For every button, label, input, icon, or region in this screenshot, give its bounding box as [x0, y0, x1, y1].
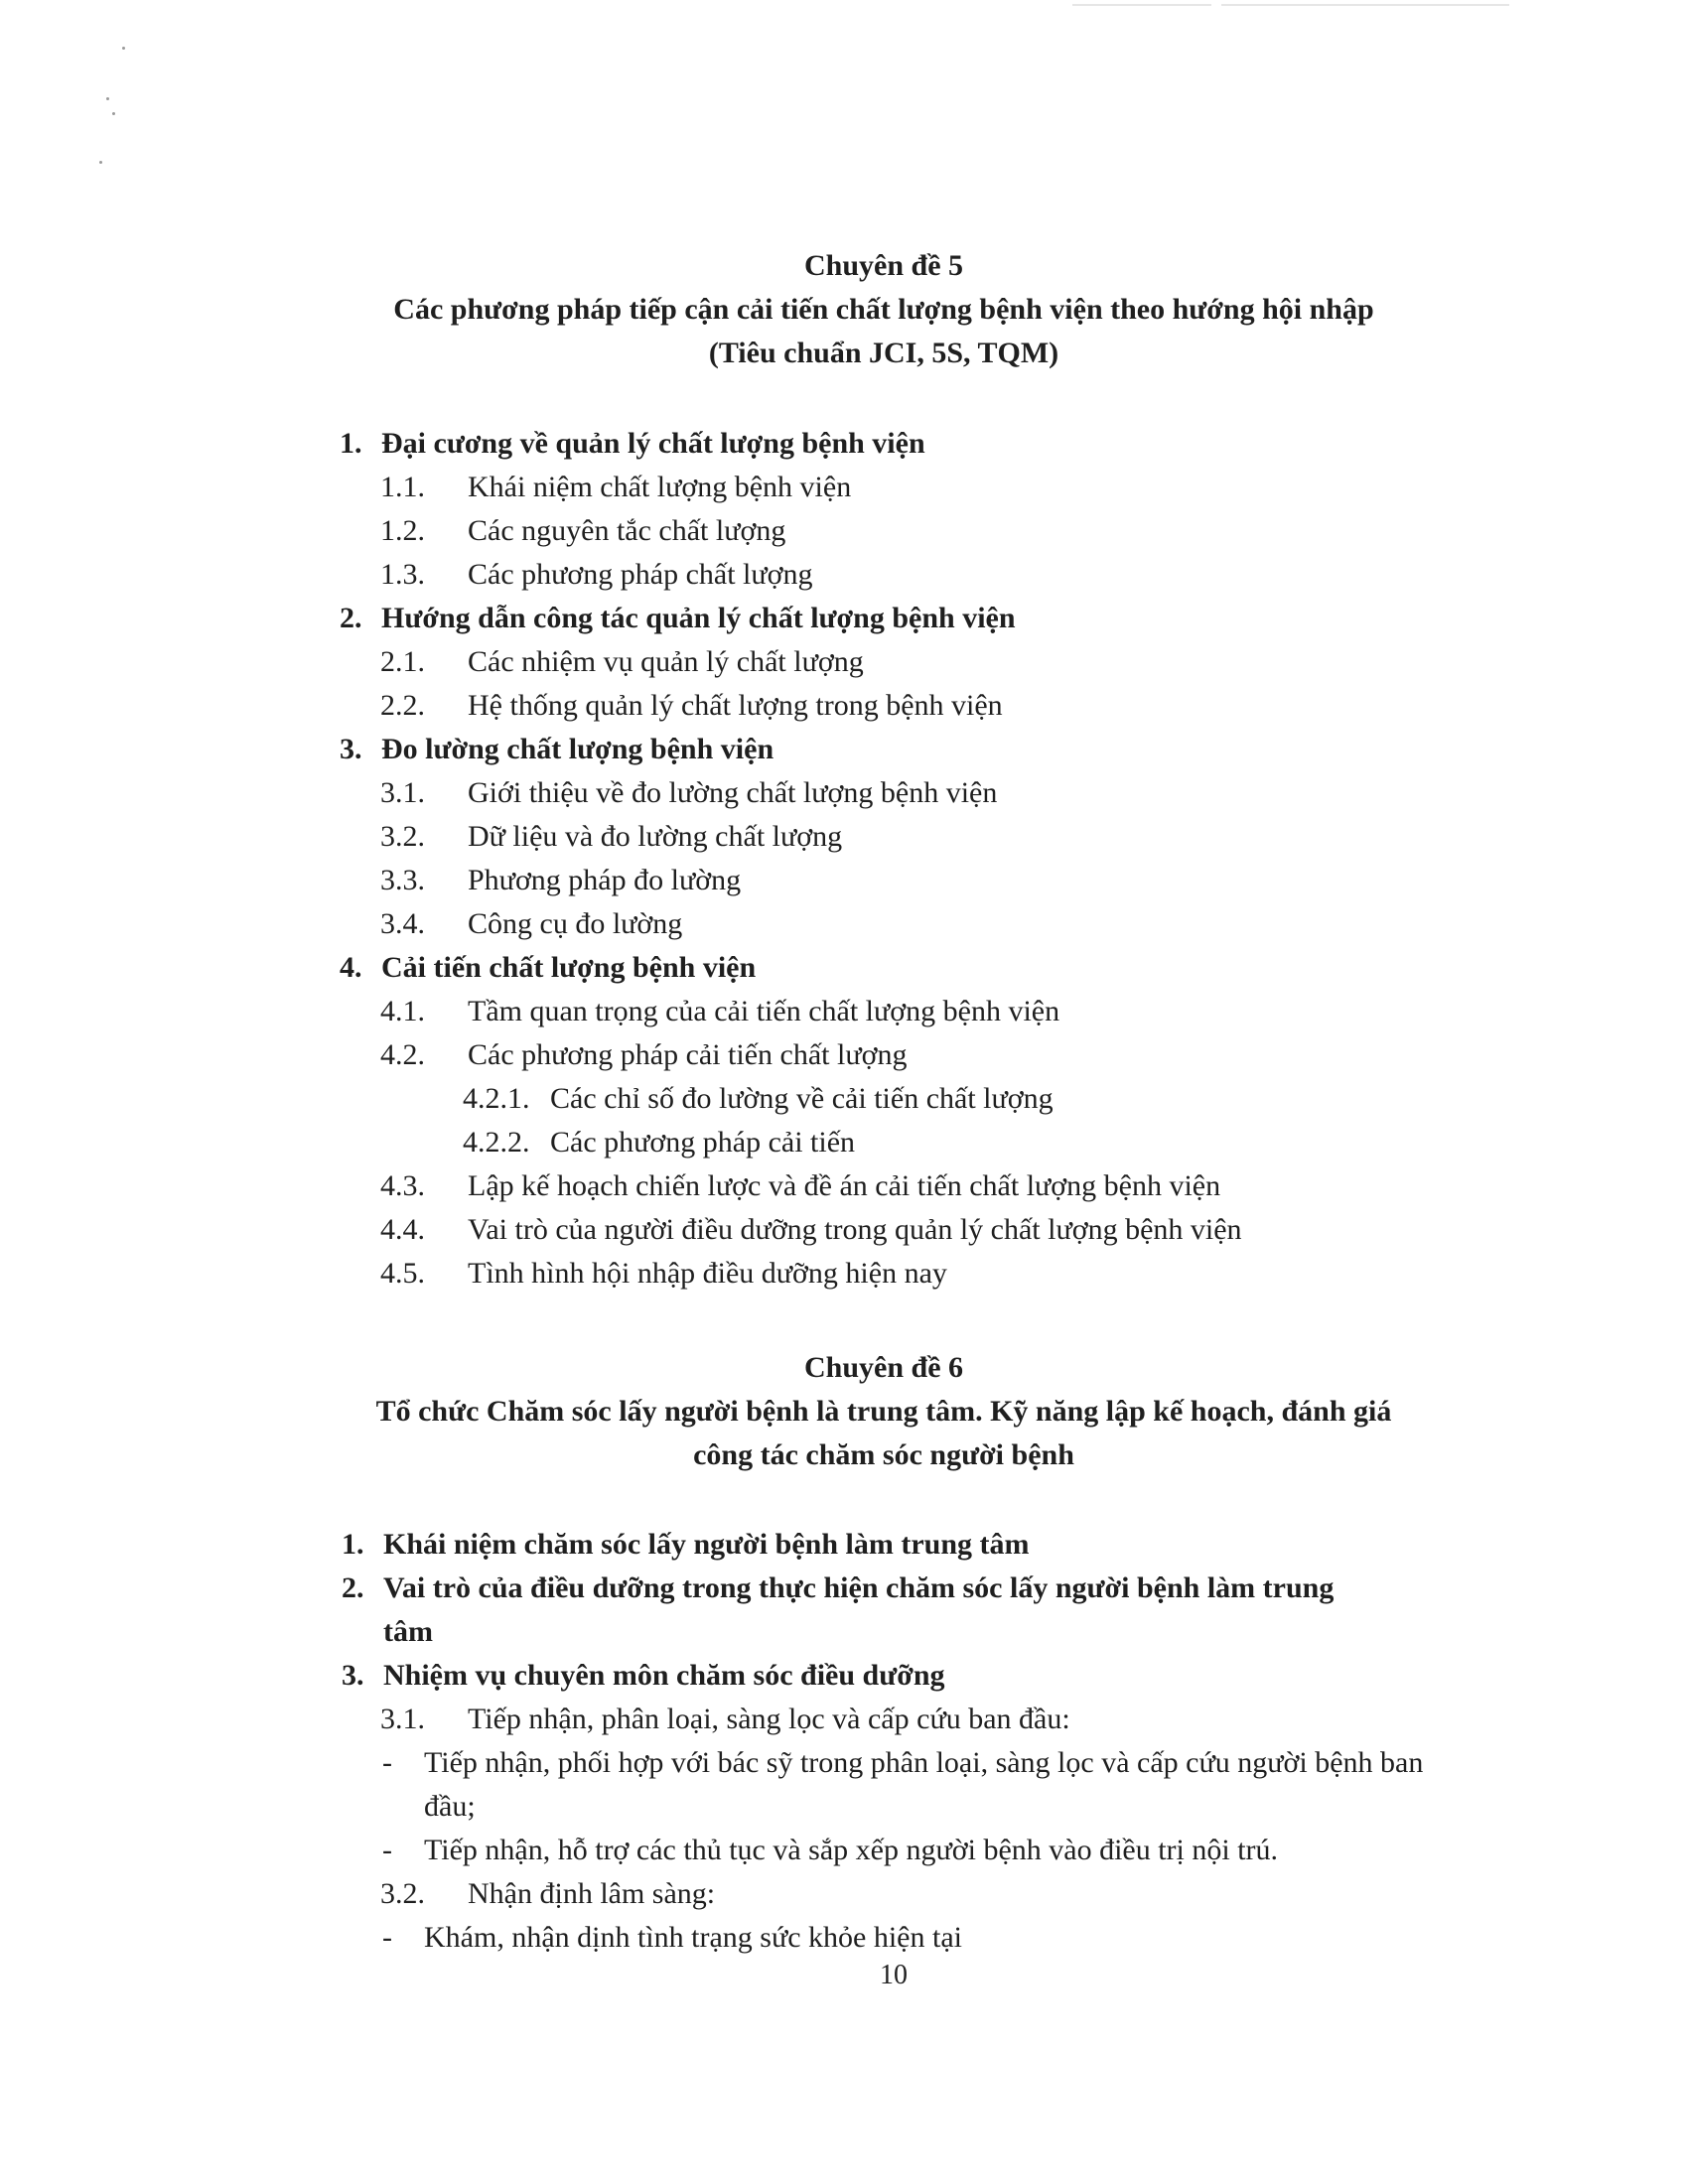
outline-text: Các nguyên tắc chất lượng [468, 514, 786, 547]
outline-text: Các phương pháp cải tiến chất lượng [468, 1038, 908, 1071]
outline-number: 1. [340, 427, 362, 460]
outline-number: 3.2. [380, 1877, 425, 1910]
outline-number: 3.1. [380, 776, 425, 809]
outline-item-continuation [383, 1612, 433, 1652]
outline-text: tâm [383, 1615, 433, 1648]
dash-bullet: - [382, 1834, 392, 1866]
outline-number: 2. [342, 1571, 364, 1604]
outline-item [340, 424, 925, 464]
scan-speck [106, 97, 109, 100]
outline-item [342, 1569, 1334, 1608]
outline-item [380, 555, 813, 595]
section6-subtitle-line2: công tác chăm sóc người bệnh [693, 1438, 1074, 1471]
outline-number: 4. [340, 951, 362, 984]
outline-item [380, 817, 842, 857]
outline-item [380, 1210, 1242, 1250]
outline-item [463, 1123, 855, 1162]
outline-text: Các phương pháp chất lượng [468, 558, 813, 591]
bullet-text: Tiếp nhận, phối hợp với bác sỹ trong phân loại, sàng lọc và cấp cứu người bệnh ban đầu; [424, 1746, 1424, 1823]
outline-item [380, 468, 851, 507]
outline-number: 4.2.1. [463, 1082, 530, 1115]
bullet-item [382, 1916, 1455, 1960]
scan-edge-line [1221, 4, 1509, 6]
outline-number: 1.1. [380, 471, 425, 503]
outline-item [380, 1035, 907, 1075]
section5-subtitle-line1: Các phương pháp tiếp cận cải tiến chất lượng bệnh viện theo hướng hội nhập [393, 293, 1374, 326]
outline-number: 3.2. [380, 820, 425, 853]
outline-text: Công cụ đo lường [468, 907, 683, 940]
outline-number: 4.1. [380, 995, 425, 1027]
outline-item [380, 904, 682, 944]
scan-speck [99, 161, 102, 164]
outline-number: 2.2. [380, 689, 425, 722]
scan-edge-line [1072, 4, 1211, 6]
outline-number: 1.2. [380, 514, 425, 547]
outline-text: Tầm quan trọng của cải tiến chất lượng bệnh viện [468, 995, 1060, 1027]
outline-text: Cải tiến chất lượng bệnh viện [381, 951, 757, 984]
section5-title: Chuyên đề 5 [803, 249, 964, 282]
outline-text: Đại cương về quản lý chất lượng bệnh viện [381, 427, 925, 460]
dash-bullet: - [382, 1921, 392, 1954]
outline-item [340, 730, 774, 769]
outline-text: Đo lường chất lượng bệnh viện [381, 733, 774, 765]
scan-speck [122, 47, 125, 50]
outline-number: 1.3. [380, 558, 425, 591]
outline-item [380, 1254, 947, 1294]
outline-number: 3.4. [380, 907, 425, 940]
outline-number: 4.4. [380, 1213, 425, 1246]
outline-text: Vai trò của điều dưỡng trong thực hiện chăm sóc lấy người bệnh làm trung [383, 1571, 1335, 1604]
outline-text: Lập kế hoạch chiến lược và đề án cải tiến chất lượng bệnh viện [468, 1169, 1221, 1202]
outline-text: Giới thiệu về đo lường chất lượng bệnh viện [468, 776, 998, 809]
page-number: 10 [880, 1960, 908, 1990]
outline-item [342, 1656, 945, 1696]
outline-item [380, 511, 785, 551]
outline-number: 3. [340, 733, 362, 765]
outline-number: 3. [342, 1659, 364, 1692]
section5-subtitle-line2: (Tiêu chuẩn JCI, 5S, TQM) [708, 337, 1059, 369]
outline-item [340, 948, 756, 988]
bullet-item [382, 1741, 1455, 1831]
outline-number: 4.2.2. [463, 1126, 530, 1159]
outline-number: 1. [342, 1528, 364, 1561]
outline-item [342, 1525, 1029, 1565]
outline-number: 2. [340, 602, 362, 634]
outline-text: Khái niệm chăm sóc lấy người bệnh làm trung tâm [383, 1528, 1030, 1561]
outline-number: 2.1. [380, 645, 425, 678]
section6-title: Chuyên đề 6 [803, 1351, 964, 1384]
outline-text: Các phương pháp cải tiến [550, 1126, 856, 1159]
outline-item [340, 599, 1016, 638]
outline-item [380, 992, 1059, 1031]
outline-text: Tình hình hội nhập điều dưỡng hiện nay [468, 1257, 947, 1290]
dash-bullet: - [382, 1746, 392, 1779]
outline-item [380, 1700, 1070, 1739]
outline-text: Các chỉ số đo lường về cải tiến chất lượng [550, 1082, 1054, 1115]
outline-item [380, 686, 1003, 726]
outline-text: Nhiệm vụ chuyên môn chăm sóc điều dưỡng [383, 1659, 945, 1692]
bullet-text: Khám, nhận dịnh tình trạng sức khỏe hiện tại [424, 1921, 962, 1954]
outline-item [463, 1079, 1054, 1119]
outline-item [380, 861, 741, 900]
outline-number: 3.1. [380, 1703, 425, 1735]
outline-text: Nhận định lâm sàng: [468, 1877, 716, 1910]
outline-text: Phương pháp đo lường [468, 864, 742, 896]
outline-number: 4.3. [380, 1169, 425, 1202]
scan-speck [112, 112, 115, 115]
outline-text: Khái niệm chất lượng bệnh viện [468, 471, 852, 503]
outline-item [380, 773, 997, 813]
section6-subtitle-line1: Tổ chức Chăm sóc lấy người bệnh là trung tâm. Kỹ năng lập kế hoạch, đánh giá [375, 1395, 1392, 1428]
outline-text: Hướng dẫn công tác quản lý chất lượng bệnh viện [381, 602, 1016, 634]
outline-number: 4.2. [380, 1038, 425, 1071]
bullet-text: Tiếp nhận, hỗ trợ các thủ tục và sắp xếp người bệnh vào điều trị nội trú. [424, 1834, 1279, 1866]
outline-text: Vai trò của người điều dưỡng trong quản lý chất lượng bệnh viện [468, 1213, 1242, 1246]
outline-item [380, 1874, 715, 1914]
outline-text: Hệ thống quản lý chất lượng trong bệnh viện [468, 689, 1003, 722]
outline-text: Dữ liệu và đo lường chất lượng [468, 820, 843, 853]
outline-number: 4.5. [380, 1257, 425, 1290]
bullet-item [382, 1829, 1455, 1872]
outline-number: 3.3. [380, 864, 425, 896]
outline-text: Các nhiệm vụ quản lý chất lượng [468, 645, 864, 678]
outline-item [380, 1166, 1220, 1206]
outline-item [380, 642, 864, 682]
outline-text: Tiếp nhận, phân loại, sàng lọc và cấp cứu ban đầu: [468, 1703, 1070, 1735]
